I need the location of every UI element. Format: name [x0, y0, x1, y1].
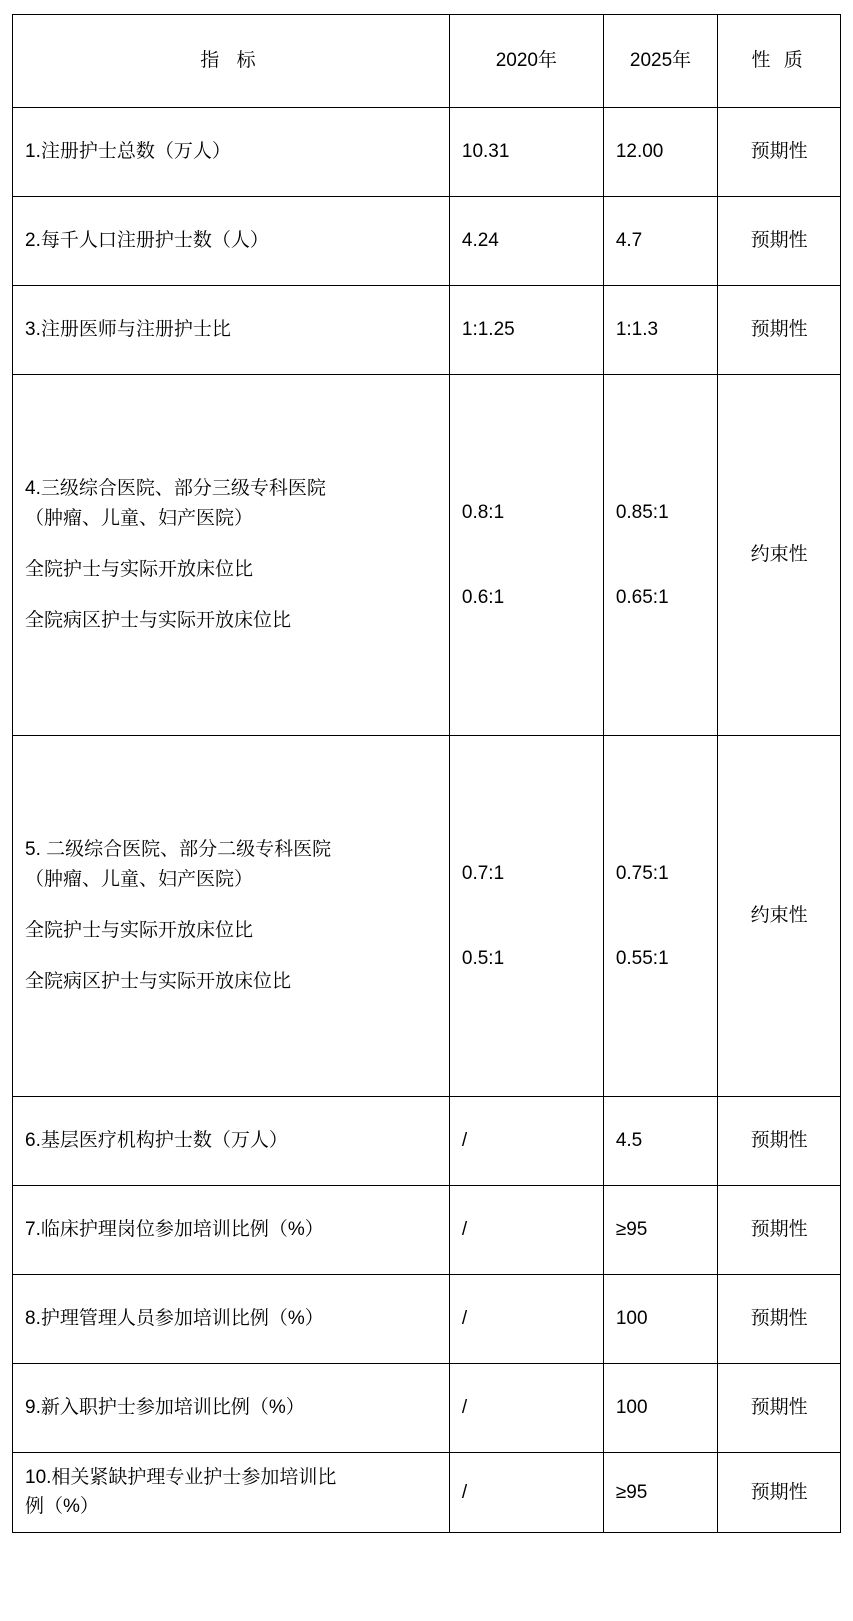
row-5-nature: 约束性 [718, 736, 841, 1097]
row-2-name: 2.每千人口注册护士数（人） [13, 197, 450, 286]
table-row [13, 1097, 841, 1186]
row-9-name: 9.新入职护士参加培训比例（%） [13, 1364, 450, 1453]
row-8-nature: 预期性 [718, 1275, 841, 1364]
row-4-name-line1: 4.三级综合医院、部分三级专科医院 [25, 478, 326, 500]
indicator-table [12, 14, 841, 1533]
row-7-value-2025: ≥95 [603, 1186, 717, 1275]
row-3-value-2020: 1:1.25 [449, 286, 603, 375]
table-row [13, 1275, 841, 1364]
table-header-row [13, 15, 841, 108]
row-5-value-2025-a: 0.75:1 [615, 862, 669, 884]
row-4-nature: 约束性 [718, 375, 841, 736]
row-10-name-line2: 例（%） [25, 1496, 99, 1518]
row-1-value-2025: 12.00 [603, 108, 717, 197]
row-4-value-2020-a: 0.8:1 [461, 501, 505, 523]
table-row [13, 1453, 841, 1533]
row-2-nature: 预期性 [718, 197, 841, 286]
row-2-value-2020: 4.24 [449, 197, 603, 286]
table-row [13, 108, 841, 197]
row-4-name-line2: （肿瘤、儿童、妇产医院） [25, 507, 254, 529]
row-5-name-line1: 5. 二级综合医院、部分二级专科医院 [25, 839, 332, 861]
row-1-value-2020: 10.31 [449, 108, 603, 197]
row-4-name [13, 375, 450, 736]
row-8-value-2020: / [449, 1275, 603, 1364]
row-6-value-2020: / [449, 1097, 603, 1186]
row-5-value-2025-b: 0.55:1 [615, 948, 669, 969]
row-7-value-2020: / [449, 1186, 603, 1275]
row-1-name: 1.注册护士总数（万人） [13, 108, 450, 197]
row-10-value-2020: / [449, 1453, 603, 1533]
row-2-value-2025: 4.7 [603, 197, 717, 286]
header-indicator: 指 标 [13, 15, 450, 108]
row-7-name: 7.临床护理岗位参加培训比例（%） [13, 1186, 450, 1275]
row-5-name [13, 736, 450, 1097]
row-4-name-line3: 全院护士与实际开放床位比 [25, 559, 254, 580]
row-5-name-line4: 全院病区护士与实际开放床位比 [25, 971, 292, 993]
row-6-value-2025: 4.5 [603, 1097, 717, 1186]
row-6-name: 6.基层医疗机构护士数（万人） [13, 1097, 450, 1186]
row-3-name: 3.注册医师与注册护士比 [13, 286, 450, 375]
row-6-nature: 预期性 [718, 1097, 841, 1186]
row-8-name: 8.护理管理人员参加培训比例（%） [13, 1275, 450, 1364]
row-5-name-spacer-1 [25, 894, 437, 916]
row-8-value-2025: 100 [603, 1275, 717, 1364]
table-row [13, 286, 841, 375]
row-5-value-2020-a: 0.7:1 [461, 862, 505, 884]
row-5-name-line3: 全院护士与实际开放床位比 [25, 920, 254, 941]
row-9-nature: 预期性 [718, 1364, 841, 1453]
header-year-2020: 2020年 [449, 15, 603, 108]
header-year-2025: 2025年 [603, 15, 717, 108]
row-4-name-spacer-1 [25, 533, 437, 555]
row-3-nature: 预期性 [718, 286, 841, 375]
row-10-nature: 预期性 [718, 1453, 841, 1533]
table-row [13, 736, 841, 1097]
row-10-value-2025: ≥95 [603, 1453, 717, 1533]
row-1-nature: 预期性 [718, 108, 841, 197]
row-5-values-2020 [449, 736, 603, 1097]
table-header [13, 15, 841, 108]
footer-note [12, 1543, 841, 1559]
row-4-value-2025-a: 0.85:1 [615, 501, 669, 523]
row-5-value-2020-b: 0.5:1 [461, 948, 505, 969]
row-5-name-line2: （肿瘤、儿童、妇产医院） [25, 868, 254, 890]
row-10-name [13, 1453, 450, 1533]
row-9-value-2020: / [449, 1364, 603, 1453]
header-nature: 性 质 [718, 15, 841, 108]
row-4-values-2025 [603, 375, 717, 736]
row-7-nature: 预期性 [718, 1186, 841, 1275]
row-4-values-2020 [449, 375, 603, 736]
table-body [13, 108, 841, 1533]
row-5-name-spacer-2 [25, 945, 437, 967]
row-10-name-line1: 10.相关紧缺护理专业护士参加培训比 [25, 1467, 337, 1488]
row-5-values-2025 [603, 736, 717, 1097]
row-9-value-2025: 100 [603, 1364, 717, 1453]
table-row [13, 1186, 841, 1275]
row-3-value-2025: 1:1.3 [603, 286, 717, 375]
row-4-value-2025-b: 0.65:1 [615, 587, 669, 608]
table-row [13, 375, 841, 736]
row-4-name-line4: 全院病区护士与实际开放床位比 [25, 610, 292, 632]
table-row [13, 197, 841, 286]
row-4-name-spacer-2 [25, 584, 437, 606]
row-4-value-2020-b: 0.6:1 [461, 587, 505, 608]
table-row [13, 1364, 841, 1453]
